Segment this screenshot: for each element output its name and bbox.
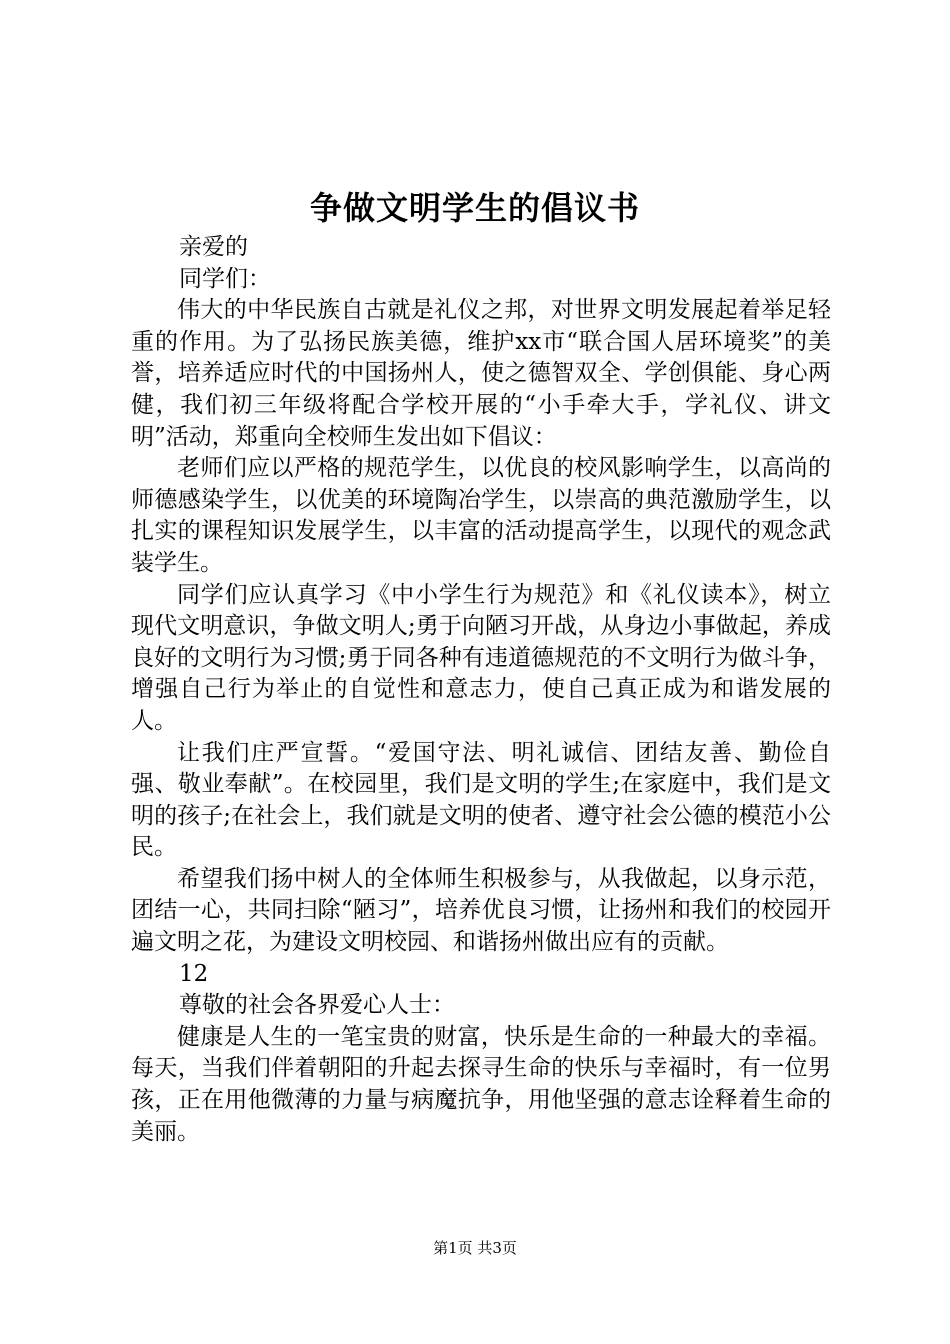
body-paragraph: 同学们应认真学习《中小学生行为规范》和《礼仪读本》，树立现代文明意识，争做文明人;勇于向陋习开战，从身边小事做起，养成良好的文明行为习惯;勇于同各种有违道德规范的不文明行为做斗争，增强自己行为举止的自觉性和意志力，使自己真正成为和谐发展的人。 (131, 581, 831, 734)
salutation-line: 同学们： (179, 265, 271, 292)
body-paragraph: 希望我们扬中树人的全体师生积极参与，从我做起，以身示范，团结一心，共同扫除“陋习”，培养优良习惯，让扬州和我们的校园开遍文明之花，为建设文明校园、和谐扬州做出应有的贡献。 (131, 865, 831, 956)
salutation-line: 亲爱的 (179, 234, 248, 260)
body-paragraph: 健康是人生的一笔宝贵的财富，快乐是生命的一种最大的幸福。每天，当我们伴着朝阳的升起去探寻生命的快乐与幸福时，有一位男孩，正在用他微薄的力量与病魔抗争，用他坚强的意志诠释着生命的美丽。 (131, 1023, 831, 1145)
document-body (131, 232, 831, 1148)
body-paragraph: 让我们庄严宣誓。“爱国守法、明礼诚信、团结友善、勤俭自强、敬业奉献”。在校园里，我们是文明的学生;在家庭中，我们是文明的孩子;在社会上，我们就是文明的使者、遵守社会公德的模范小公民。 (131, 739, 831, 861)
section-number: 12 (179, 960, 209, 987)
page-title: 争做文明学生的倡议书 (309, 189, 640, 227)
page-footer: 第1页 共3页 (433, 1239, 517, 1257)
salutation-line: 尊敬的社会各界爱心人士： (179, 992, 455, 1019)
body-paragraph: 老师们应以严格的规范学生，以优良的校风影响学生，以高尚的师德感染学生，以优美的环境陶冶学生，以崇高的典范激励学生，以扎实的课程知识发展学生，以丰富的活动提高学生，以现代的观念武装学生。 (131, 455, 831, 576)
body-paragraph: 伟大的中华民族自古就是礼仪之邦，对世界文明发展起着举足轻重的作用。为了弘扬民族美德，维护xx市“联合国人居环境奖”的美誉，培养适应时代的中国扬州人，使之德智双全、学创俱能、身心两健，我们初三年级将配合学校开展的“小手牵大手，学礼仪、讲文明”活动，郑重向全校师生发出如下倡议： (131, 297, 831, 450)
